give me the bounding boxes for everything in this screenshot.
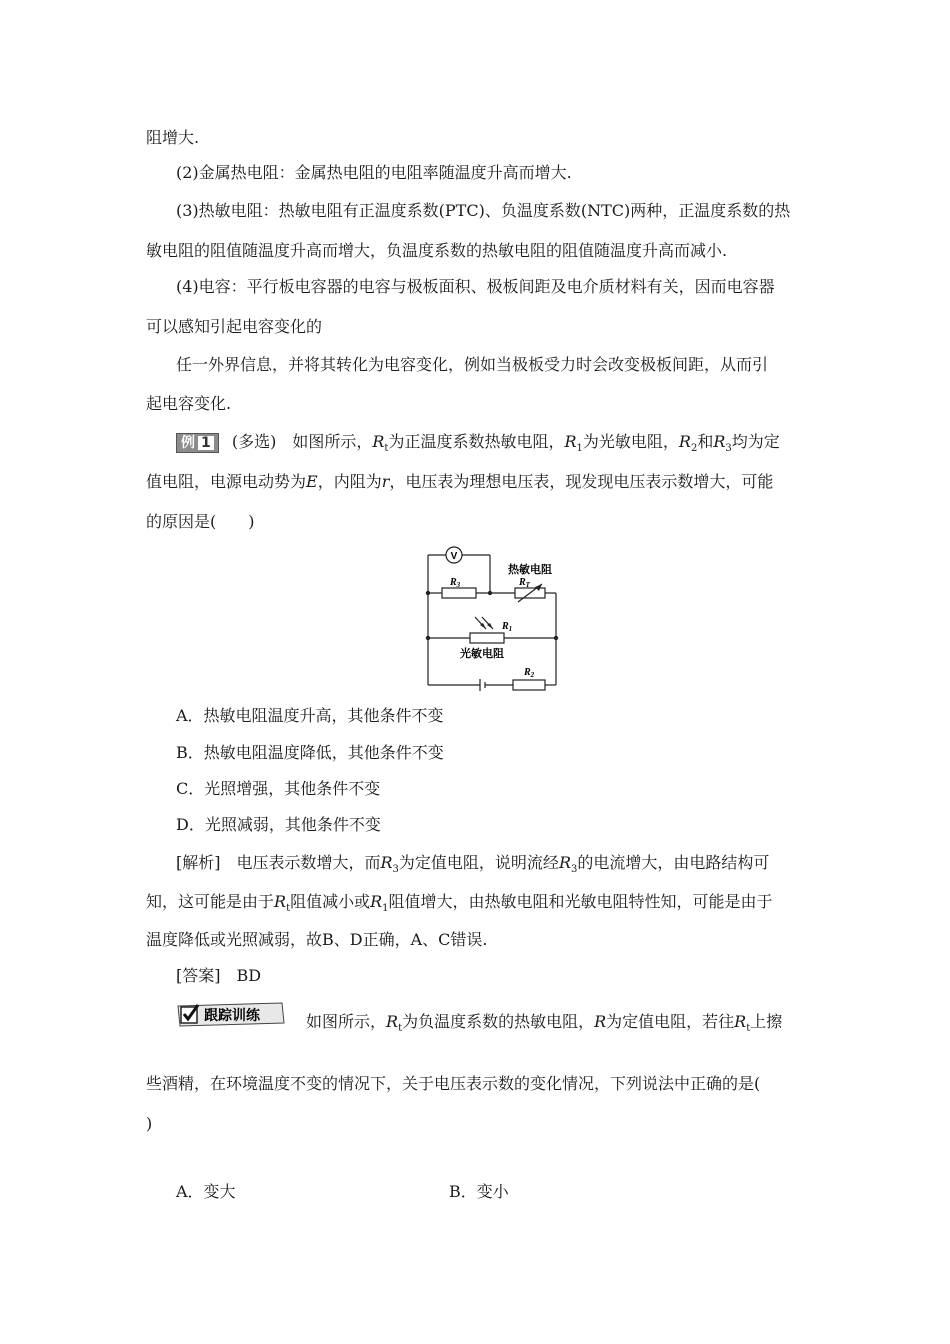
answer: [答案] BD <box>176 966 262 985</box>
option-c: C．光照增强，其他条件不变 <box>176 779 381 798</box>
svg-text:跟踪训练: 跟踪训练 <box>204 1008 260 1024</box>
analysis-line1: [解析] 电压表示数增大，而$R_3$为定值电阻，说明流经$R_3$的电流增大，由电路结构可 <box>176 853 770 876</box>
analysis-line3: 温度降低或光照减弱，故B、D正确，A、C错误. <box>146 930 488 949</box>
paragraph-capacitor: (4)电容：平行板电容器的电容与极板面积、极板间距及电介质材料有关，因而电容器 <box>176 277 775 296</box>
analysis-line2: 知，这可能是由于$R_t$阻值减小或$R_1$阻值增大，由热敏电阻和光敏电阻特性知，可能是由于 <box>146 892 773 915</box>
circuit-diagram <box>420 545 570 695</box>
example-question-line2: 值电阻，电源电动势为E，内阻为r，电压表为理想电压表，现发现电压表示数增大，可能 <box>146 472 774 491</box>
example-question-line1: 例 1 (多选) 如图所示，$R_t$为正温度系数热敏电阻，$R_1$为光敏电阻，$R_2$和$R_3$均为定 <box>176 432 780 459</box>
follow-question-line2: 些酒精，在环境温度不变的情况下，关于电压表示数的变化情况，下列说法中正确的是( <box>146 1074 761 1093</box>
option-d: D．光照减弱，其他条件不变 <box>176 815 381 834</box>
follow-training-badge <box>176 1001 288 1029</box>
follow-option-a: A．变大 <box>176 1182 236 1201</box>
voltmeter-label: V <box>450 551 458 562</box>
paragraph-line: 阻增大. <box>146 128 200 147</box>
photoresistor-label: 光敏电阻 <box>460 647 504 660</box>
r1-label: $R_1$ <box>502 621 513 633</box>
rt-label: $R_T$ <box>519 577 530 589</box>
paragraph-metal-resistor: (2)金属热电阻：金属热电阻的电阻率随温度升高而增大. <box>176 163 572 182</box>
r3-label: $R_3$ <box>450 577 461 589</box>
option-a: A．热敏电阻温度升高，其他条件不变 <box>176 706 444 725</box>
thermistor-label: 热敏电阻 <box>508 563 552 576</box>
paragraph-line: 敏电阻的阻值随温度升高而增大，负温度系数的热敏电阻的阻值随温度升高而减小. <box>146 241 728 260</box>
option-b: B．热敏电阻温度降低，其他条件不变 <box>176 743 444 762</box>
r2-label: $R_2$ <box>524 667 535 679</box>
paragraph-line: 起电容变化. <box>146 394 232 413</box>
follow-option-b: B．变小 <box>449 1182 509 1201</box>
paragraph-line: 可以感知引起电容变化的 <box>146 317 323 336</box>
follow-question-line1: 如图所示，$R_t$为负温度系数的热敏电阻，R为定值电阻，若往$R_t$上擦 <box>306 1012 783 1035</box>
paragraph-line: 任一外界信息，并将其转化为电容变化，例如当极板受力时会改变极板间距，从而引 <box>176 355 769 374</box>
paragraph-thermistor: (3)热敏电阻：热敏电阻有正温度系数(PTC)、负温度系数(NTC)两种，正温度系数的热 <box>176 201 791 220</box>
example-badge: 例 1 <box>176 433 219 453</box>
follow-question-line3: ) <box>146 1114 153 1133</box>
example-question-line3: 的原因是( ) <box>146 512 255 531</box>
